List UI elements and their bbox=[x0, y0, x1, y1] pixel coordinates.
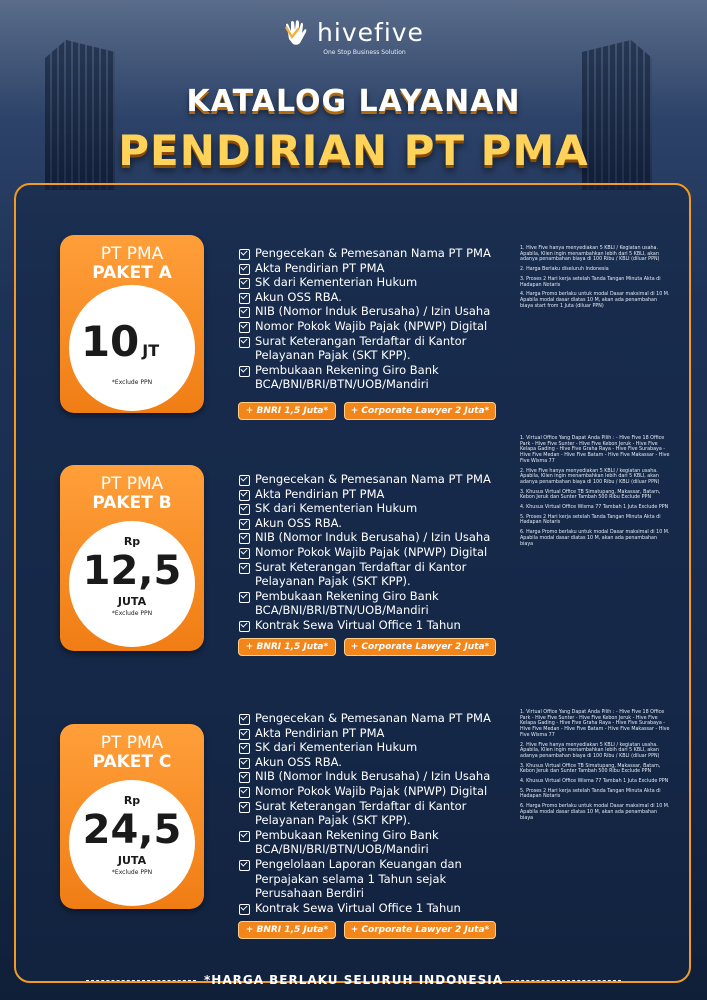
note-item: 5. Proses 2 Hari kerja setelah Tanda Tangan Minuta Akta di Hadapan Notaris bbox=[520, 514, 661, 526]
notes-b bbox=[520, 436, 670, 551]
note-item: 2. Hive Five hanya menyediakan 5 KBLI / kegiatan usaha. Apabila, Klien ingin menambahkan lebih dari 5 KBLI, akan adanya penambahan biaya di 100 Ribu / KBLI (diluar PPN) bbox=[520, 742, 660, 759]
footer-divider-left bbox=[86, 980, 196, 981]
package-name: PAKET C bbox=[92, 752, 172, 772]
feature-item: Kontrak Sewa Virtual Office 1 Tahun bbox=[238, 901, 513, 916]
price-unit: JT bbox=[142, 341, 160, 360]
package-label: PT PMA bbox=[100, 474, 164, 494]
package-card-a bbox=[60, 235, 204, 413]
feature-item: Pembukaan Rekening Giro Bank BCA/BNI/BRI/BTN/UOB/Mandiri bbox=[238, 363, 513, 392]
addon-lawyer-badge: + Corporate Lawyer 2 Juta* bbox=[344, 638, 496, 656]
price-prefix: Rp bbox=[123, 794, 141, 807]
addon-lawyer-badge: + Corporate Lawyer 2 Juta* bbox=[344, 921, 496, 939]
addon-bnri-badge: + BNRI 1,5 Juta* bbox=[238, 638, 336, 656]
price-note: *Exclude PPN bbox=[111, 379, 153, 386]
feature-list-a bbox=[238, 246, 513, 392]
feature-item: NIB (Nomor Induk Berusaha) / Izin Usaha bbox=[238, 769, 513, 784]
note-item: 6. Harga Promo berlaku untuk modal Dasar maksimal di 10 M. Apabila modal dasar diatas 10 M, akan ada penambahan biaya bbox=[520, 530, 670, 547]
addon-bnri-badge: + BNRI 1,5 Juta* bbox=[238, 921, 336, 939]
feature-item: Pengecekan & Pemesanan Nama PT PMA bbox=[238, 472, 513, 487]
brand-tagline: One Stop Business Solution bbox=[323, 48, 406, 56]
note-item: 2. Hive Five hanya menyediakan 5 KBLI / kegiatan usaha. Apabila, Klien ingin menambahkan lebih dari 5 KBLI, akan adanya penambahan biaya di 100 Ribu / KBLI (diluar PPN) bbox=[520, 468, 660, 485]
package-name: PAKET B bbox=[92, 493, 172, 513]
price-value: 24,5 bbox=[82, 807, 182, 853]
price-circle bbox=[69, 285, 195, 411]
addon-bnri-badge: + BNRI 1,5 Juta* bbox=[238, 402, 336, 420]
notes-a bbox=[520, 246, 670, 313]
feature-list-b bbox=[238, 472, 513, 633]
feature-item: NIB (Nomor Induk Berusaha) / Izin Usaha bbox=[238, 530, 513, 545]
title-line-2: PENDIRIAN PT PMA bbox=[118, 126, 589, 175]
price-note: *Exclude PPN bbox=[111, 869, 153, 876]
note-item: 1. Virtual Office Yang Dapat Anda Pilih : - Hive Five 18 Office Park - Hive Five Sunter - Hive Five Kebon Jeruk - Hive Five Kelapa Gading - Hive Five Graha Raya - Hive Five Surabaya - Hive Five Medan - Hive Five Batam - Hive Five Makassar - Hive Five Wisma 77 bbox=[520, 710, 670, 738]
package-label: PT PMA bbox=[100, 733, 164, 753]
notes-c bbox=[520, 710, 670, 821]
addon-lawyer-badge: + Corporate Lawyer 2 Juta* bbox=[344, 402, 496, 420]
feature-item: Pengelolaan Laporan Keuangan dan Perpajakan selama 1 Tahun sejak Perusahaan Berdiri bbox=[238, 857, 513, 901]
feature-item: Nomor Pokok Wajib Pajak (NPWP) Digital bbox=[238, 784, 513, 799]
feature-item: Surat Keterangan Terdaftar di Kantor Pelayanan Pajak (SKT KPP). bbox=[238, 334, 513, 363]
note-item: 4. Khusus Virtual Office Wisma 77 Tambah 1 Juta Exclude PPN bbox=[520, 505, 669, 511]
feature-list-c bbox=[238, 711, 513, 915]
brand-name: hivefive bbox=[317, 18, 424, 47]
price-circle bbox=[69, 780, 195, 906]
brand-header bbox=[0, 18, 707, 56]
feature-item: Akun OSS RBA. bbox=[238, 755, 513, 770]
feature-item: Akta Pendirian PT PMA bbox=[238, 487, 513, 502]
price-circle bbox=[69, 521, 195, 647]
feature-item: Pengecekan & Pemesanan Nama PT PMA bbox=[238, 711, 513, 726]
feature-item: Pembukaan Rekening Giro Bank BCA/BNI/BRI/BTN/UOB/Mandiri bbox=[238, 589, 513, 618]
package-card-c bbox=[60, 724, 204, 909]
feature-item: Surat Keterangan Terdaftar di Kantor Pelayanan Pajak (SKT KPP). bbox=[238, 560, 513, 589]
price-unit: JUTA bbox=[117, 595, 147, 608]
feature-item: Pengecekan & Pemesanan Nama PT PMA bbox=[238, 246, 513, 261]
note-item: 1. Hive Five hanya menyediakan 5 KBLI / Kegiatan usaha. Apabila, Klien ingin menambahkan lebih dari 5 KBLI, akan adanya penambahan biaya di 100 Ribu / KBLI (diluar PPN) bbox=[520, 246, 660, 263]
price-prefix: Rp bbox=[123, 535, 141, 548]
feature-item: Pembukaan Rekening Giro Bank BCA/BNI/BRI/BTN/UOB/Mandiri bbox=[238, 828, 513, 857]
price-value: 12,5 bbox=[82, 548, 182, 594]
note-item: 3. Khusus Virtual Office TB Simatupang, Makassar, Batam, Kebon Jeruk dan Sunter Tambah 500 Ribu Exclude PPN bbox=[520, 489, 661, 501]
footer bbox=[0, 973, 707, 987]
note-item: 5. Proses 2 Hari kerja setelah Tanda Tangan Minuta Akta di Hadapan Notaris bbox=[520, 788, 661, 800]
feature-item: Akta Pendirian PT PMA bbox=[238, 261, 513, 276]
note-item: 3. Khusus Virtual Office TB Simatupang, Makassar, Batam, Kebon Jeruk dan Sunter Tambah 500 Ribu Exclude PPN bbox=[520, 763, 661, 775]
feature-item: Akun OSS RBA. bbox=[238, 516, 513, 531]
feature-item: NIB (Nomor Induk Berusaha) / Izin Usaha bbox=[238, 304, 513, 319]
package-label: PT PMA bbox=[100, 244, 164, 264]
note-item: 1. Virtual Office Yang Dapat Anda Pilih : - Hive Five 18 Office Park - Hive Five Sunter - Hive Five Kebon Jeruk - Hive Five Kelapa Gading - Hive Five Graha Raya - Hive Five Surabaya - Hive Five Medan - Hive Five Batam - Hive Five Makassar - Hive Five Wisma 77 bbox=[520, 436, 670, 464]
price-unit: JUTA bbox=[117, 854, 147, 867]
feature-item: Nomor Pokok Wajib Pajak (NPWP) Digital bbox=[238, 545, 513, 560]
note-item: 4. Harga Promo berlaku untuk modal Dasar maksimal di 10 M. Apabila modal dasar diatas 10 M, akan ada penambahan biaya start from 1 Juta (diluar PPN) bbox=[520, 292, 670, 309]
package-name: PAKET A bbox=[92, 263, 172, 283]
note-item: 4. Khusus Virtual Office Wisma 77 Tambah 1 Juta Exclude PPN bbox=[520, 779, 669, 785]
feature-item: Kontrak Sewa Virtual Office 1 Tahun bbox=[238, 618, 513, 633]
feature-item: SK dari Kementerian Hukum bbox=[238, 275, 513, 290]
feature-item: SK dari Kementerian Hukum bbox=[238, 501, 513, 516]
feature-item: Akta Pendirian PT PMA bbox=[238, 726, 513, 741]
note-item: 2. Harga Berlaku diseluruh Indonesia bbox=[520, 267, 609, 273]
note-item: 6. Harga Promo berlaku untuk modal Dasar maksimal di 10 M. Apabila modal dasar diatas 10 M, akan ada penambahan biaya bbox=[520, 804, 670, 821]
feature-item: Akun OSS RBA. bbox=[238, 290, 513, 305]
note-item: 3. Proses 2 Hari kerja setelah Tanda Tangan Minuta Akta di Hadapan Notaris bbox=[520, 276, 661, 288]
feature-item: Surat Keterangan Terdaftar di Kantor Pelayanan Pajak (SKT KPP). bbox=[238, 799, 513, 828]
title-line-1: KATALOG LAYANAN bbox=[186, 84, 521, 119]
footer-text: *HARGA BERLAKU SELURUH INDONESIA bbox=[204, 973, 503, 987]
footer-divider-right bbox=[511, 980, 621, 981]
feature-item: SK dari Kementerian Hukum bbox=[238, 740, 513, 755]
price-value: 10 JT bbox=[80, 317, 160, 366]
feature-item: Nomor Pokok Wajib Pajak (NPWP) Digital bbox=[238, 319, 513, 334]
price-note: *Exclude PPN bbox=[111, 610, 153, 617]
package-card-b bbox=[60, 465, 204, 651]
hand-logo-icon bbox=[283, 19, 309, 47]
